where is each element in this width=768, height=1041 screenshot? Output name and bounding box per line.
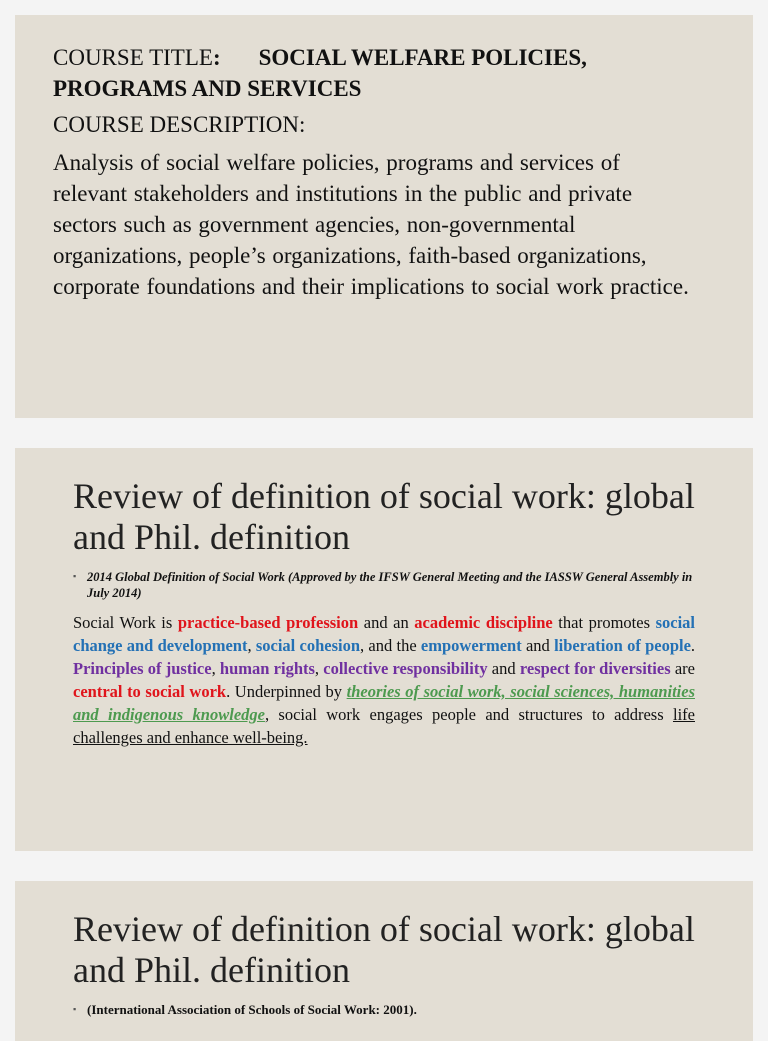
slide-course-info — [15, 15, 753, 418]
slide-heading: Review of definition of social work: global and Phil. definition — [73, 909, 695, 990]
text-run: , — [211, 659, 220, 678]
bullet-item — [73, 1002, 693, 1018]
text-run: that promotes — [552, 613, 656, 632]
text-run: Social Work is — [73, 613, 178, 632]
course-description-label: COURSE DESCRIPTION: — [53, 112, 306, 137]
highlight-theories: theories of social work, social sciences, humanities and indigenous knowledge — [73, 682, 695, 724]
slide-social-work-definition — [15, 448, 753, 851]
highlight-human-rights: human rights — [219, 659, 315, 678]
text-run: , social work engages people and structures to address — [264, 705, 673, 724]
text-run: . — [690, 636, 696, 655]
highlight-principles-of-justice: Principles of justice — [73, 659, 212, 678]
slide-social-work-definition-2 — [15, 881, 753, 1041]
text-run: and — [487, 659, 520, 678]
highlight-empowerment: empowerment — [420, 636, 522, 655]
text-run: are — [670, 659, 695, 678]
text-run: . Underpinned by — [226, 682, 347, 701]
text-run: , — [314, 659, 324, 678]
highlight-social-cohesion: social cohesion — [255, 636, 361, 655]
bullet-text: 2014 Global Definition of Social Work (Approved by the IFSW General Meeting and the IASSW General Assembly in July 2014) — [87, 570, 693, 600]
text-run: , — [247, 636, 256, 655]
course-description-text: Analysis of social welfare policies, programs and services of relevant stakeholders and institutions in the public and private sectors such as government agencies, non-governmental organizations, people’s organizations, faith-based organizations, corporate foundations and their implications to social work practice. — [53, 150, 689, 299]
highlight-central-to-social-work: central to social work — [73, 682, 227, 701]
course-title-label: COURSE TITLE — [53, 45, 213, 70]
slide-heading: Review of definition of social work: global and Phil. definition — [73, 476, 695, 557]
bullet-text: (International Association of Schools of Social Work: 2001). — [87, 1002, 417, 1017]
bullet-marker-icon: ▪ — [73, 1004, 77, 1014]
course-title — [53, 42, 723, 104]
highlight-academic-discipline: academic discipline — [414, 613, 553, 632]
highlight-liberation: liberation of people — [554, 636, 691, 655]
course-title-colon: : — [212, 45, 221, 70]
text-run: , and the — [360, 636, 421, 655]
text-run: and an — [358, 613, 415, 632]
bullet-item — [73, 569, 693, 601]
course-title-value: SOCIAL WELFARE POLICIES, — [258, 45, 587, 70]
bullet-marker-icon: ▪ — [73, 571, 77, 581]
highlight-collective-responsibility: collective responsibility — [323, 659, 488, 678]
highlight-respect-for-diversities: respect for diversities — [519, 659, 671, 678]
course-title-value-continued: PROGRAMS AND SERVICES — [53, 76, 362, 101]
underlined-life-challenges: life challenges and enhance well-being. — [73, 705, 695, 747]
text-run: and — [521, 636, 555, 655]
definition-paragraph — [73, 611, 695, 749]
highlight-social-change: social change and development — [73, 613, 695, 655]
highlight-practice-based-profession: practice-based profession — [177, 613, 359, 632]
